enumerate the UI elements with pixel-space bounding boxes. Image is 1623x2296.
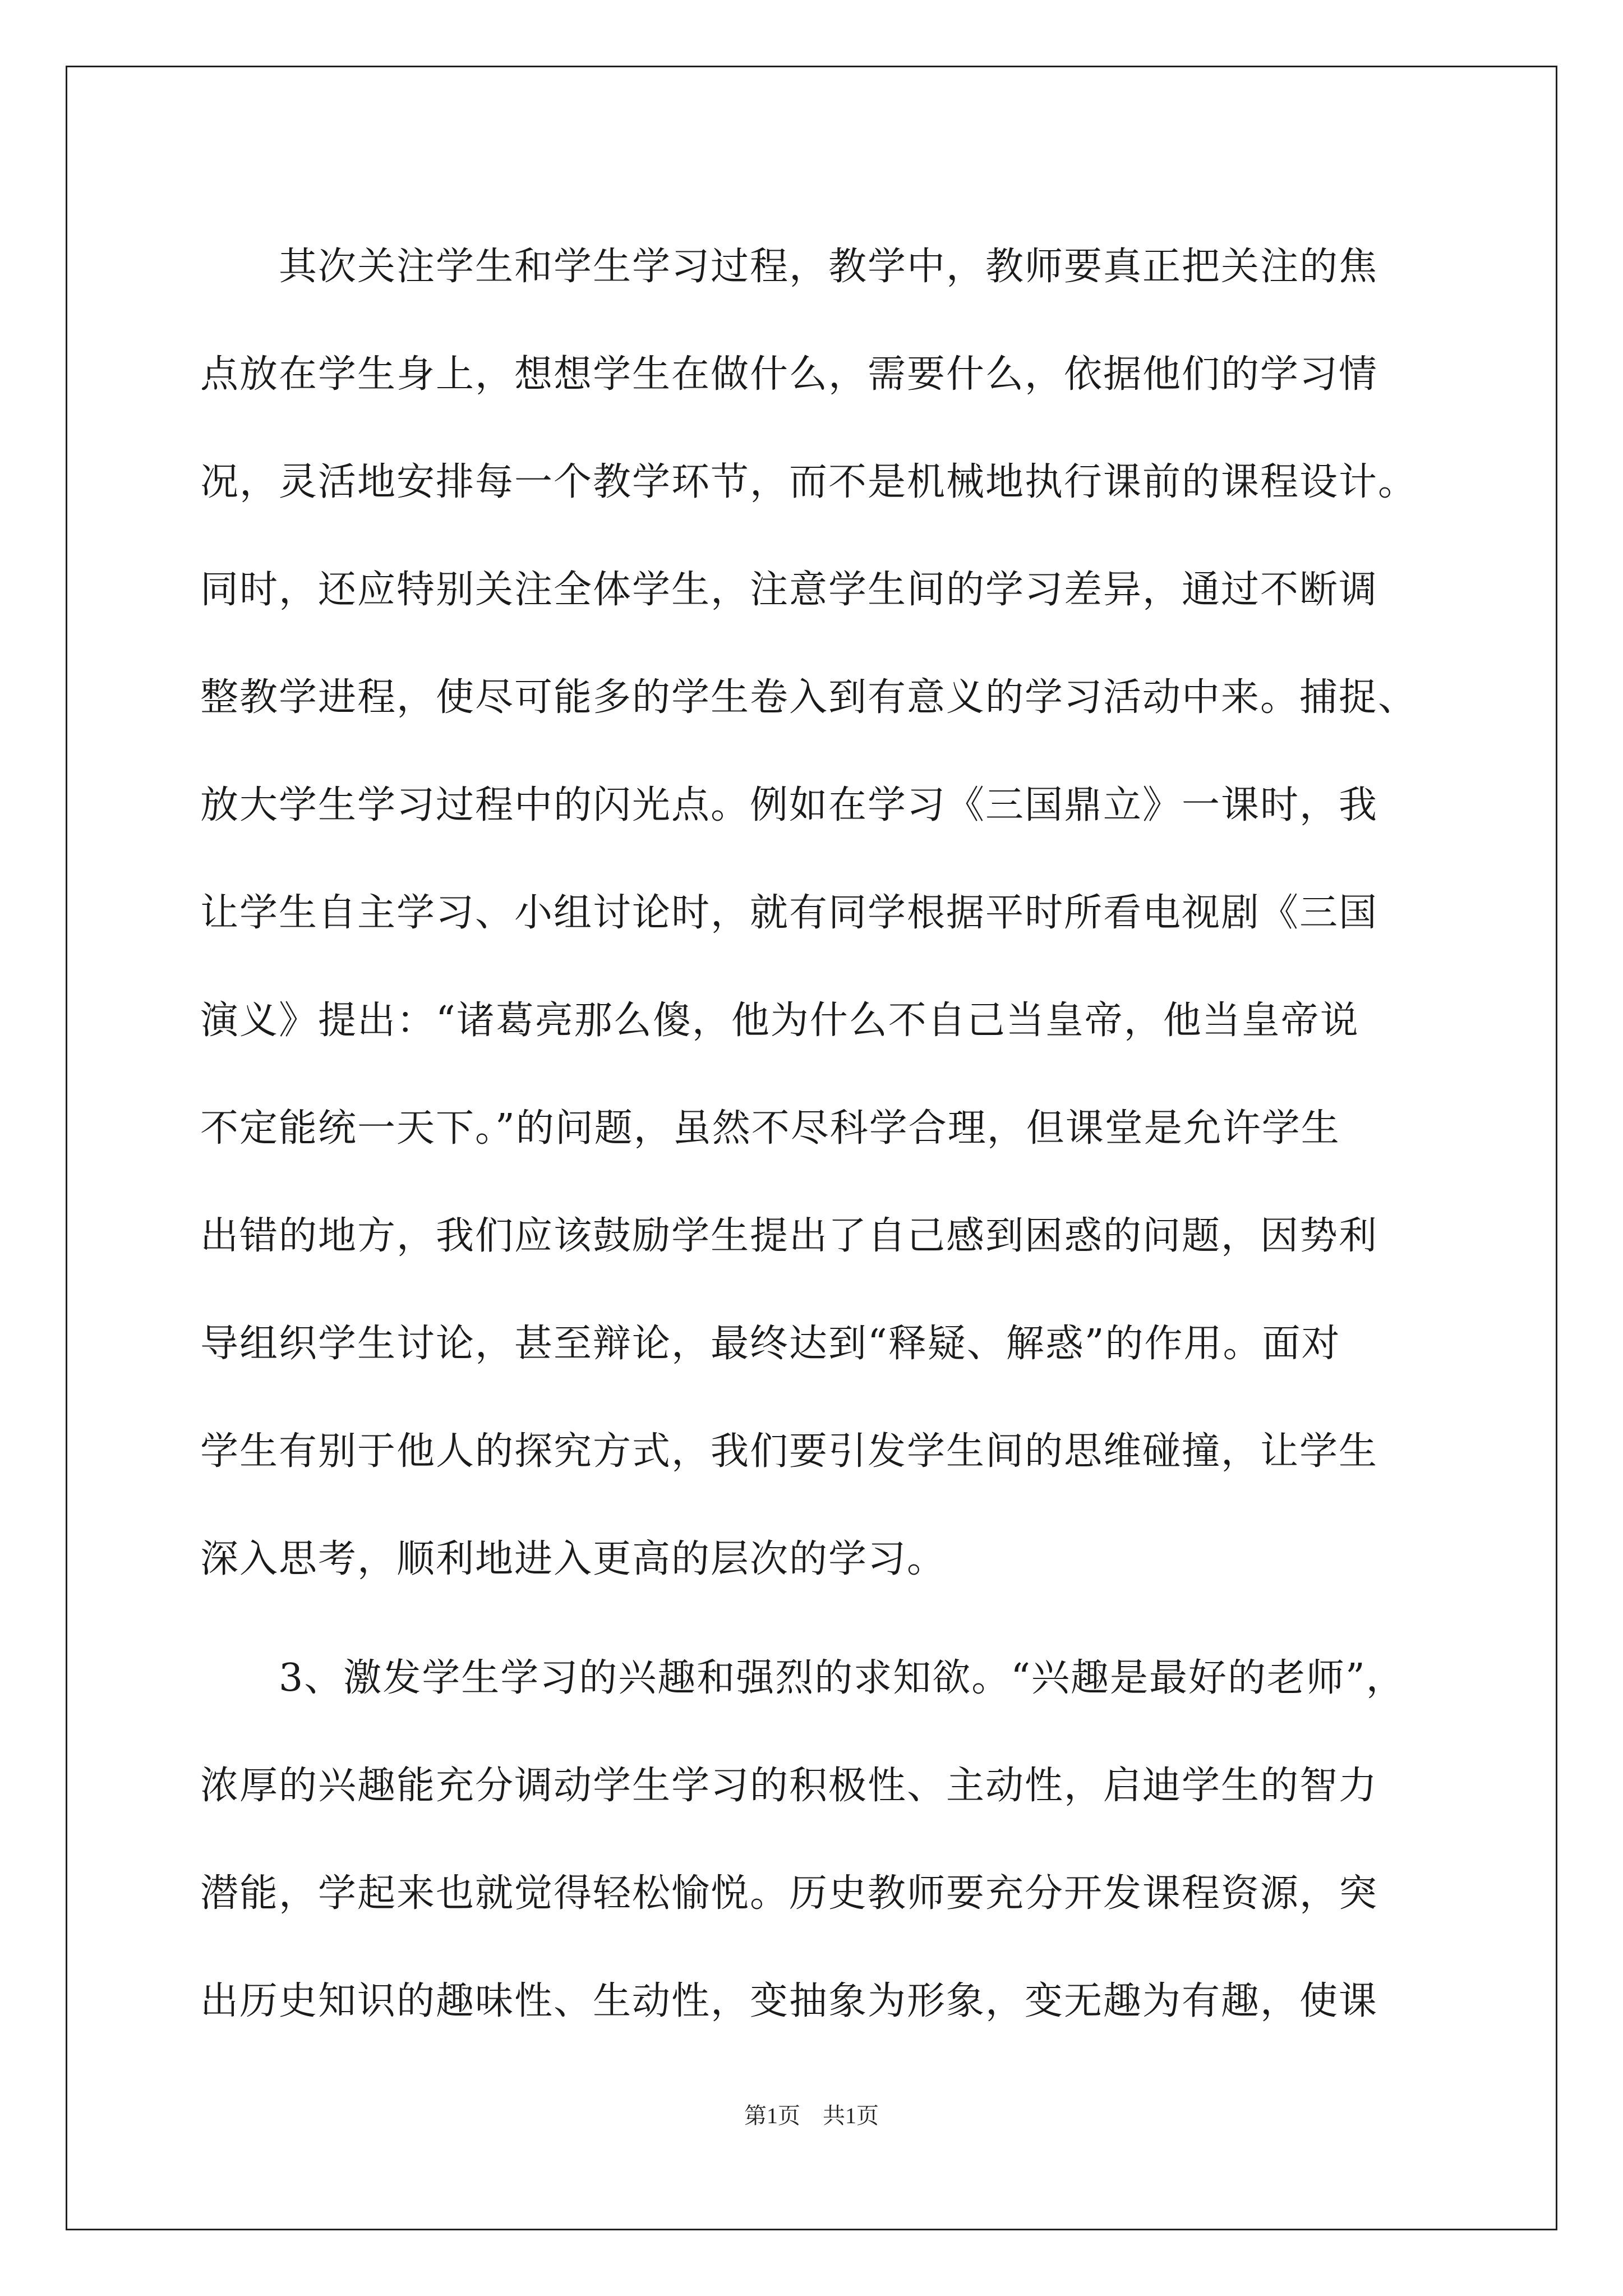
text-line: 演义》提出：“诸葛亮那么傻，他为什么不自己当皇帝，他当皇帝说 <box>200 999 1359 1043</box>
text-line: 不定能统一天下。”的问题，虽然不尽科学合理，但课堂是允许学生 <box>200 1106 1340 1151</box>
text-line: 同时，还应特别关注全体学生，注意学生间的学习差异，通过不断调 <box>200 568 1378 612</box>
text-line: 出历史知识的趣味性、生动性，变抽象为形象，变无趣为有趣，使课 <box>200 1979 1378 2023</box>
text-line: 导组织学生讨论，甚至辩论，最终达到“释疑、解惑”的作用。面对 <box>200 1322 1341 1366</box>
paragraph-gap <box>200 1613 1428 1625</box>
text-line: 其次关注学生和学生学习过程，教学中，教师要真正把关注的焦 <box>200 245 1378 289</box>
text-line: 点放在学生身上，想想学生在做什么，需要什么，依据他们的学习情 <box>200 352 1378 397</box>
text-line: 出错的地方，我们应该鼓励学生提出了自己感到困惑的问题，因势利 <box>200 1214 1378 1258</box>
text-line: 学生有别于他人的探究方式，我们要引发学生间的思维碰撞，让学生 <box>200 1429 1378 1474</box>
body-text <box>200 213 1428 2055</box>
text-line: 让学生自主学习、小组讨论时，就有同学根据平时所看电视剧《三国 <box>200 891 1378 935</box>
page-footer: 第1页 共1页 <box>744 2103 879 2128</box>
text-line: 放大学生学习过程中的闪光点。例如在学习《三国鼎立》一课时，我 <box>200 783 1378 827</box>
text-line: 况，灵活地安排每一个教学环节，而不是机械地执行课前的课程设计。 <box>200 460 1418 504</box>
text-line: 3、激发学生学习的兴趣和强烈的求知欲。“兴趣是最好的老师”， <box>200 1656 1405 1700</box>
text-line: 深入思考，顺利地进入更高的层次的学习。 <box>200 1537 947 1581</box>
text-line: 浓厚的兴趣能充分调动学生学习的积极性、主动性，启迪学生的智力 <box>200 1764 1378 1808</box>
text-line: 潜能，学起来也就觉得轻松愉悦。历史教师要充分开发课程资源，突 <box>200 1871 1378 1916</box>
text-line: 整教学进程，使尽可能多的学生卷入到有意义的学习活动中来。捕捉、 <box>200 675 1418 720</box>
